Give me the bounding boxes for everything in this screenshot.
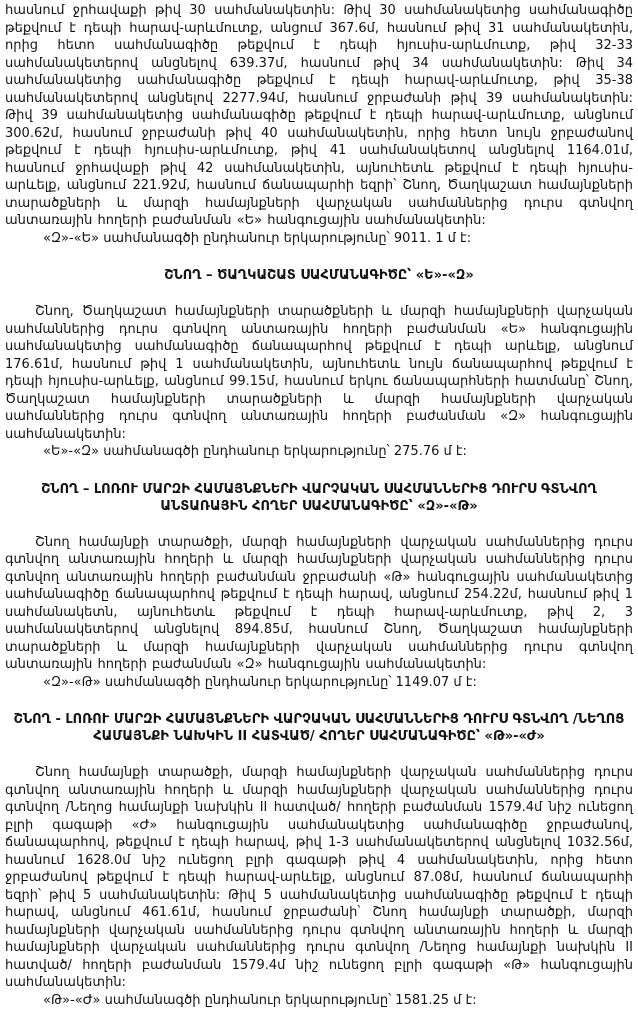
section-heading-shnogh-tsaghkashat: ՇՆՈՂ – ԾԱՂԿԱՇԱՏ ՍԱՀՄԱՆԱԳԻԾԸ՝ «Ե»-«Զ» [164,268,474,283]
segment-length-line-e-z: «Ե»-«Զ» սահմանագծի ընդհանուր երկարությունը՝ 275.76 մ է: [43,444,467,459]
section-heading-shnogh-lori-forest-lands: ՇՆՈՂ – ԼՈՌՈՒ ՄԱՐԶԻ ՀԱՄԱՅՆՔՆԵՐԻ ՎԱՐՉԱԿԱՆ ՍԱՀՄԱՆՆԵՐԻՑ ԴՈՒՐՍ ԳՏՆՎՈՂ ԱՆՏԱՌԱՅԻՆ ՀՈՂԵՐ ՍԱՀՄԱՆԱԳԻԾԸ՝ «Զ»-«Թ» [41,481,597,514]
segment-length-line-t-zh: «Թ»-«Ժ» սահմանագծի ընդհանուր երկարությունը՝ 1581.25 մ է: [43,992,477,1008]
segment-length-line-z-t: «Զ»-«Թ» սահմանագծի ընդհանուր երկարությունը՝ 1149.07 մ է: [43,674,477,690]
boundary-description-continued-paragraph: հասնում ջրհավաքի թիվ 30 սահմանակետին: Թիվ 30 սահմանակետից սահմանագիծը թեքվում է դեպի հարավ-արևմուտք, անցում 367.6մ, հասնում թիվ 31 սահմանակետին, որից հետո սահմանագիծը թեքվում է դեպի հյուսիս-արևմուտք, թիվ 32-33 սահմանակետերով անցնելով 639.37մ, հասնում թիվ 34 սահմանակետին: Թիվ 34 սահմանակետից սահմանագիծը թեքվում է դեպի հարավ-արևմուտք, թիվ 35-38 սահմանակետերով անցնելով 2277.94մ, հասնում ջրբաժանի թիվ 39 սահմանակետին: Թիվ 39 սահմանակետից սահմանագիծը թեքվում է դեպի հարավ-արևմուտք, անցնում 300.62մ, հասնում ջրբաժանի թիվ 40 սահմանակետին, որից հետո նույն ջրբաժանով թեքվում է դեպի հյուսիս-արևմուտք, թիվ 41 սահմանակետով անցնելով 1164.01մ, հասնում ջրհավաքի թիվ 42 սահմանակետին, այնուհետև թեքվում է դեպի հյուսիս-արևելք, անցնում 221.92մ, հասնում ճանապարհի եզրի՝ Շնող, Ծաղկաշատ համայնքների տարածքների և մարզի համայնքների վարչական սահմաններից դուրս գտնվող անտառային հողերի բաժանման «Ե» հանգուցային սահմանակետին: [5,3,633,228]
section-body-shnogh-lori-forest-lands: Շնող համայնքի տարածքի, մարզի համայնքների վարչական սահմաններից դուրս գտնվող անտառային հողերի և մարզի համայնքների վարչական սահմաններից դուրս գտնվող անտառային հողերի բաժանման ջրբաժանի «Թ» հանգուցային սահմանակետից սահմանագիծը ճանապարհով թեքվում է դեպի հարավ, անցնում 254.22մ, հասնում թիվ 1 սահմանակետն, այնուհետև թեքվում է դեպի հարավ-արևմուտք, թիվ 2, 3 սահմանակետերով անցնելով 894.85մ, հասնում Շնող, Ծաղկաշատ համայնքների տարածքների և մարզի համայնքների վարչական սահմաններից դուրս գտնվող անտառային հողերի բաժանման «Զ» հանգուցային սահմանակետին: [5,534,633,672]
section-body-shnogh-tsaghkashat: Շնող, Ծաղկաշատ համայնքների տարածքների և մարզի համայնքների վարչական սահմաններից դուրս գտնվող անտառային հողերի բաժանման «Ե» հանգուցային սահմանակետից սահմանագիծը ճանապարհով թեքվում է դեպի արևելք, անցնում 176.61մ, հասնում թիվ 1 սահմանակետին, այնուհետև նույն ճանապարհով թեքվում է դեպի հյուսիս-արևելք, անցնում 99.15մ, հասնում երկու ճանապարհների հատմանը՝ Շնող, Ծաղկաշատ համայնքների տարածքների և մարզի համայնքների վարչական սահմաններից դուրս գտնվող անտառային հողերի բաժանման «Զ» հանգուցային սահմանակետին: [5,304,633,442]
section-heading-shnogh-neghots-section: ՇՆՈՂ - ԼՈՌՈՒ ՄԱՐԶԻ ՀԱՄԱՅՆՔՆԵՐԻ ՎԱՐՉԱԿԱՆ ՍԱՀՄԱՆՆԵՐԻՑ ԴՈՒՐՍ ԳՏՆՎՈՂ /ՆԵՂՈՑ ՀԱՄԱՅՆՔԻ ՆԱԽԿԻՆ II ՀԱՏՎԱԾ/ ՀՈՂԵՐ ՍԱՀՄԱՆԱԳԻԾԸ՝ «Թ»-«Ժ» [13,712,625,744]
section-body-shnogh-neghots-section: Շնող համայնքի տարածքի, մարզի համայնքների վարչական սահմաններից դուրս գտնվող անտառային հողերի և մարզի համայնքների վարչական սահմաններից դուրս գտնվող /Նեղոց համայնքի նախկին II հատված/ հողերի բաժանման 1579.4մ նիշ ունեցող բլրի գագաթի «Ժ» հանգուցային սահմանակետից սահմանագիծը ջրբաժանով, ճանապարհով, թեքվում է դեպի հարավ, թիվ 1-3 սահմանակետերով անցնելով 1032.56մ, հասնում 1628.0մ նիշ ունեցող բլրի գագաթի թիվ 4 սահմանակետին, որից հետո ջրբաժանով թեքվում է դեպի հարավ-արևելք, անցնում 87.08մ, հասնում ճանապարհի եզրի՝ թիվ 5 սահմանակետին: Թիվ 5 սահմանակետից սահմանագիծը թեքվում է դեպի հարավ, անցնում 461.61մ, հասնում ջրբաժանի՝ Շնող համայնքի տարածքի, մարզի համայնքների վարչական սահմաններից դուրս գտնվող անտառային հողերի և մարզի համայնքների վարչական սահմաններից դուրս գտնվող /Նեղոց համայնքի նախկին II հատված/ հողերի բաժանման 1579.4մ նիշ ունեցող բլրի գագաթի «Թ» հանգուցային սահմանակետին: [5,765,633,990]
segment-length-line-z-e: «Զ»-«Ե» սահմանագծի ընդհանուր երկարությունը՝ 9011. 1 մ է: [43,230,472,246]
